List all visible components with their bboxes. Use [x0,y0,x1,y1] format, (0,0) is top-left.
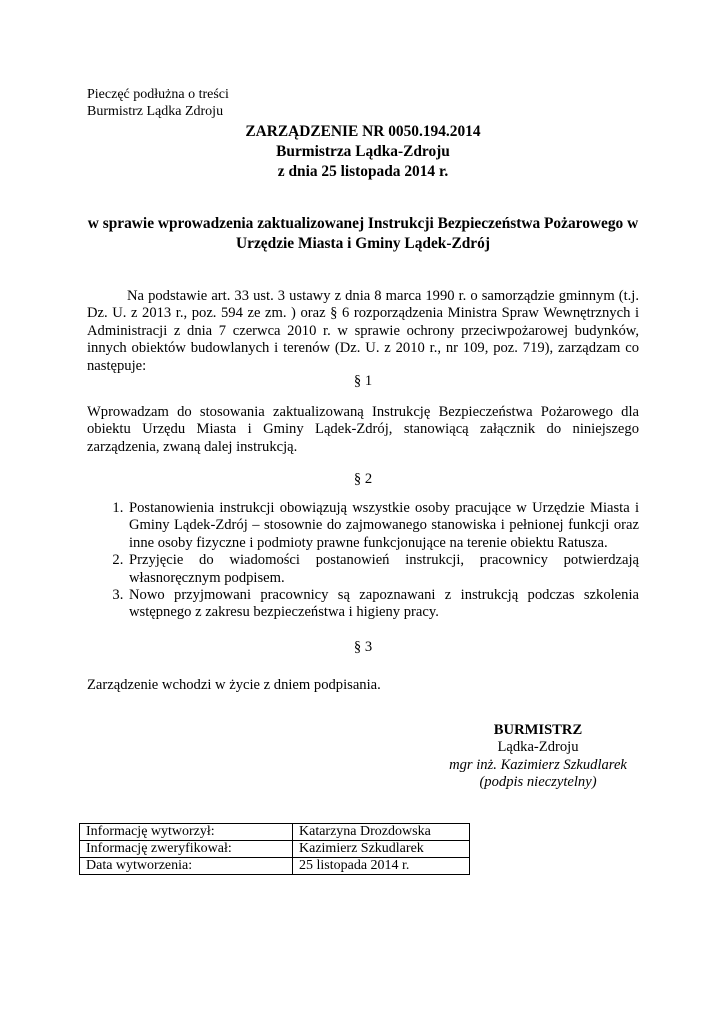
title-number: ZARZĄDZENIE NR 0050.194.2014 [245,123,481,140]
title-issuer: Burmistrza Lądka-Zdroju [276,143,450,160]
signature-name: mgr inż. Kazimierz Szkudlarek [449,756,627,773]
section-2-heading: § 2 [353,471,373,487]
stamp-line: Pieczęć podłużna o treści [87,87,229,102]
section-1-text: Wprowadzam do stosowania zaktualizowaną Instrukcję Bezpieczeństwa Pożarowego dla obiektu Urzędu Miasta i Gminy Lądek-Zdrój, stanowiącą załącznik do niniejszego zarządzenia, zwaną dalej instrukcją. [87,404,639,455]
table-cell-label: Informację zweryfikował: [80,841,293,858]
signature-block [420,722,656,792]
title-date: z dnia 25 listopada 2014 r. [277,163,449,180]
list-item: 1. Postanowienia instrukcji obowiązują wszystkie osoby pracujące w Urzędzie Miasta i Gminy Lądek-Zdrój – stosownie do zajmowanego stanowiska i pełnionej funkcji oraz inne osoby fizyczne i podmioty prawne funkcjonujące na terenie obiektu Ratusza. [127,500,639,552]
section-3-text: Zarządzenie wchodzi w życie z dniem podpisania. [87,677,381,693]
table-row [80,841,470,858]
table-cell-value: 25 listopada 2014 r. [293,858,470,875]
document-subject: w sprawie wprowadzenia zaktualizowanej Instrukcji Bezpieczeństwa Pożarowego w Urzędzie Miasta i Gminy Lądek-Zdrój [87,215,639,252]
document-title [87,122,639,182]
info-table [79,823,470,875]
section-3-heading: § 3 [353,639,373,655]
table-cell-value: Katarzyna Drozdowska [293,824,470,841]
table-cell-label: Data wytworzenia: [80,858,293,875]
section-1-heading: § 1 [353,373,373,389]
legal-basis-paragraph: Na podstawie art. 33 ust. 3 ustawy z dnia 8 marca 1990 r. o samorządzie gminnym (t.j. Dz. U. z 2013 r., poz. 594 ze zm. ) oraz § 6 rozporządzenia Ministra Spraw Wewnętrznych i Administracji z dnia 7 czerwca 2010 r. w sprawie ochrony przeciwpożarowej budynków, innych obiektów budowlanych i terenów (Dz. U. z 2010 r., nr 109, poz. 719), zarządzam co następuje: [87,288,639,374]
list-item: 2. Przyjęcie do wiadomości postanowień instrukcji, pracownicy potwierdzają własnoręcznym podpisem. [127,552,639,587]
table-row [80,824,470,841]
table-cell-value: Kazimierz Szkudlarek [293,841,470,858]
list-item: 3. Nowo przyjmowani pracownicy są zapoznawani z instrukcją podczas szkolenia wstępnego z zakresu bezpieczeństwa i higieny pracy. [127,587,639,622]
signature-note: (podpis nieczytelny) [479,774,597,791]
section-2-list [87,500,639,622]
signature-title: BURMISTRZ [493,722,583,738]
stamp-line: Burmistrz Lądka Zdroju [87,104,224,119]
signature-town: Lądka-Zdroju [497,739,579,756]
stamp-note [87,86,229,120]
table-row [80,858,470,875]
table-cell-label: Informację wytworzył: [80,824,293,841]
